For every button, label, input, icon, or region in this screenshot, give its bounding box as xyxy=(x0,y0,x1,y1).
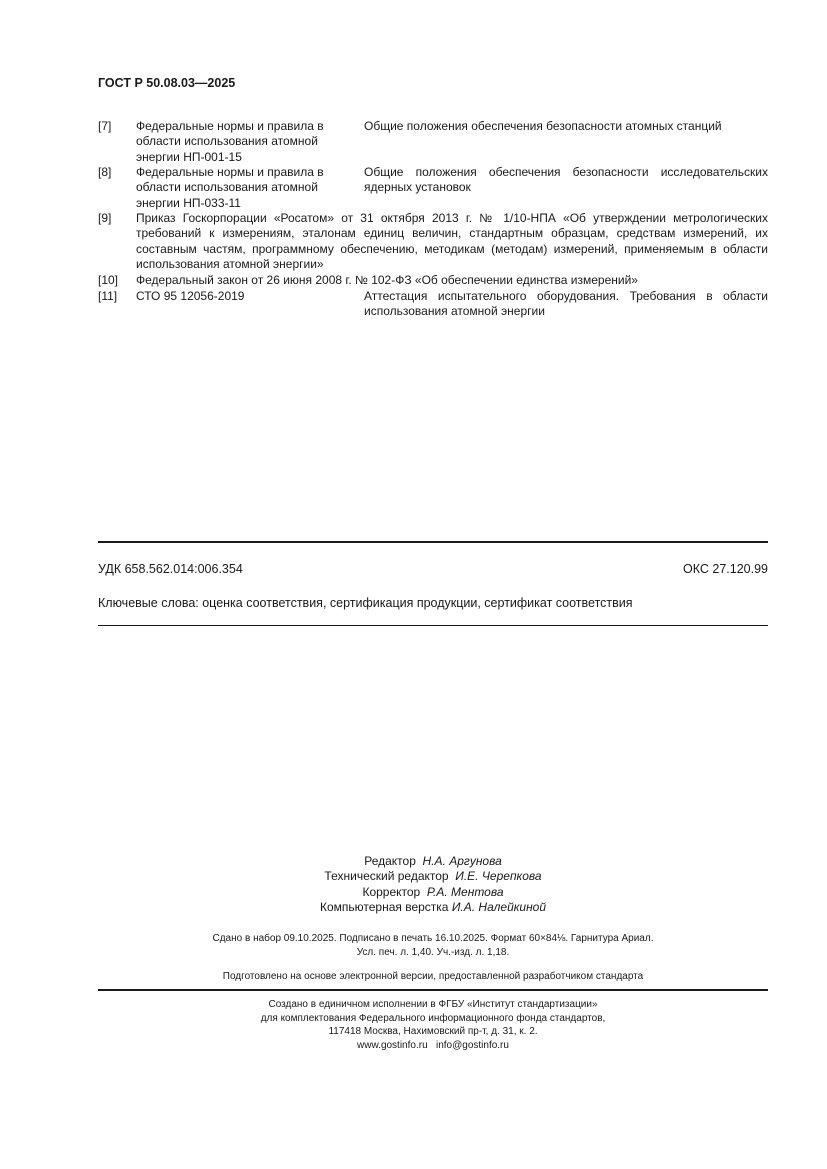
email-link[interactable]: info@gostinfo.ru xyxy=(435,1039,509,1051)
reference-item xyxy=(98,211,768,273)
document-id: ГОСТ Р 50.08.03—2025 xyxy=(98,76,236,90)
reference-list xyxy=(98,119,768,321)
divider xyxy=(98,625,768,626)
credit-name: И.Е. Черепкова xyxy=(455,869,542,884)
credit-name: И.А. Налейкиной xyxy=(451,899,547,914)
print-info xyxy=(98,932,768,959)
created-line: 117418 Москва, Нахимовский пр-т, д. 31, к. 2. xyxy=(328,1026,538,1038)
reference-name: Федеральные нормы и правила в области использования атомной энергии НП-001-15 xyxy=(136,119,324,164)
reference-title: Общие положения обеспечения безопасности атомных станций xyxy=(364,119,722,133)
credit-line xyxy=(200,900,666,915)
reference-name: Федеральные нормы и правила в области использования атомной энергии НП-033-11 xyxy=(136,165,324,210)
website-link[interactable]: www.gostinfo.ru xyxy=(357,1039,428,1051)
keywords: Ключевые слова: оценка соответствия, сертификация продукции, сертификат соответствия xyxy=(98,596,633,610)
prepared-note: Подготовлено на основе электронной версии, предоставленной разработчиком стандарта xyxy=(222,971,644,982)
reference-title: Общие положения обеспечения безопасности исследовательских ядерных установок xyxy=(364,165,768,195)
udk-code: УДК 658.562.014:006.354 xyxy=(98,562,243,576)
reference-item xyxy=(98,289,768,321)
credit-line xyxy=(200,869,666,884)
reference-number: [9] xyxy=(98,211,112,225)
credit-role: Редактор xyxy=(364,854,416,868)
reference-title: Аттестация испытательного оборудования. Требования в области использования атомной энергии xyxy=(364,289,768,319)
credit-role: Технический редактор xyxy=(324,869,449,884)
reference-item xyxy=(98,273,768,289)
credit-name: Р.А. Ментова xyxy=(426,884,504,899)
created-line: для комплектования Федерального информационного фонда стандартов, xyxy=(260,1012,606,1024)
reference-text: Приказ Госкорпорации «Росатом» от 31 октября 2013 г. № 1/10-НПА «Об утверждении метрологических требований к измерениям, эталонам единиц величин, стандартным образцам, средствам измерений, их составным частям, программному обеспечению, методикам (методам) измерений, применяемым в области использования атомной энергии» xyxy=(136,211,768,271)
reference-item xyxy=(98,165,768,211)
oks-code: ОКС 27.120.99 xyxy=(683,562,768,576)
contact-line xyxy=(98,1039,768,1053)
divider xyxy=(98,541,768,543)
created-line: Создано в единичном исполнении в ФГБУ «Институт стандартизации» xyxy=(268,999,598,1010)
credit-name: Н.А. Аргунова xyxy=(422,854,502,868)
credit-role: Компьютерная верстка xyxy=(319,899,449,914)
reference-number: [8] xyxy=(98,165,112,179)
reference-number: [10] xyxy=(98,273,119,287)
reference-number: [7] xyxy=(98,119,112,133)
created-info xyxy=(98,998,768,1052)
reference-number: [11] xyxy=(98,289,118,303)
print-info-line: Сдано в набор 09.10.2025. Подписано в печать 16.10.2025. Формат 60×84⅛. Гарнитура Ариал. xyxy=(212,933,654,944)
credits-block xyxy=(200,854,666,915)
credit-line xyxy=(200,885,666,900)
reference-item xyxy=(98,119,768,165)
reference-text: Федеральный закон от 26 июня 2008 г. № 102-ФЗ «Об обеспечении единства измерений» xyxy=(136,273,638,287)
print-info-line: Усл. печ. л. 1,40. Уч.-изд. л. 1,18. xyxy=(356,946,510,958)
divider xyxy=(98,989,768,991)
credit-line xyxy=(200,854,666,869)
reference-name: СТО 95 12056-2019 xyxy=(136,289,245,303)
credit-role: Корректор xyxy=(362,884,421,899)
